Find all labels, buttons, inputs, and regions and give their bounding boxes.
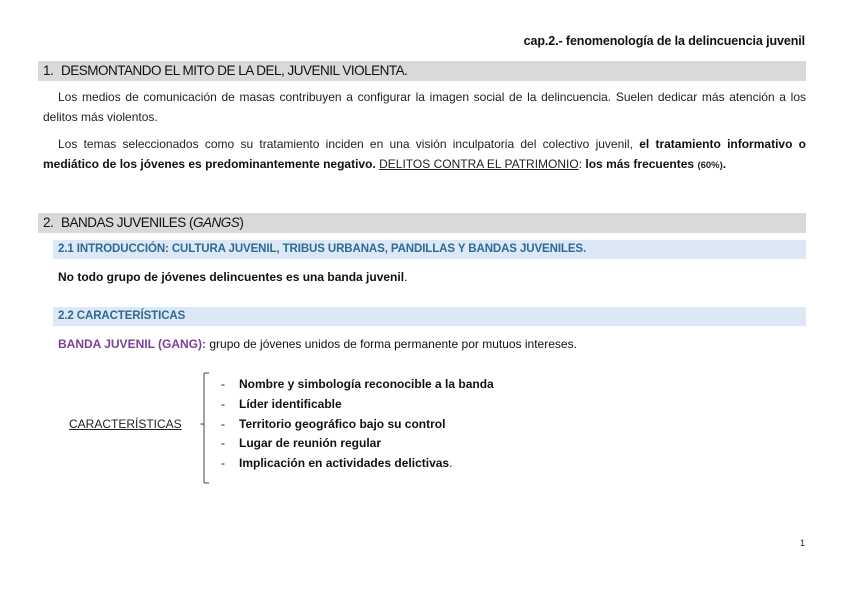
characteristic-item	[221, 375, 494, 395]
section-1-title: DESMONTANDO EL MITO DE LA DEL, JUVENIL VIOLENTA.	[61, 63, 408, 78]
paragraph-2-period: .	[722, 156, 727, 171]
characteristic-text: Nombre y simbología reconocible a la banda	[239, 377, 494, 391]
running-header: cap.2.- fenomenología de la delincuencia juvenil	[523, 34, 805, 48]
paragraph-2-bold: el tratamiento informativo o mediático de los jóvenes es predominantemente negativo.	[43, 137, 806, 171]
subsection-2-1-text	[58, 270, 407, 284]
characteristic-text: Territorio geográfico bajo su control	[239, 416, 446, 431]
page-number: 1	[799, 538, 805, 548]
section-1-heading	[38, 61, 806, 81]
characteristic-text: Lugar de reunión regular	[239, 436, 382, 451]
paragraph-2-bold-end: los más frecuentes	[585, 156, 695, 171]
section-2-heading	[38, 213, 806, 233]
section-2-title-suffix: )	[239, 215, 244, 230]
section-2-title-prefix: BANDAS JUVENILES (	[61, 215, 194, 230]
section-2-number: 2.	[43, 215, 54, 230]
definition-line	[58, 337, 577, 351]
bullet-dash: -	[221, 456, 225, 471]
bullet-dash: -	[221, 377, 225, 391]
characteristics-list	[221, 375, 494, 474]
paragraph-2-underlined: DELITOS CONTRA EL PATRIMONIO	[379, 156, 579, 171]
left-bracket-icon	[198, 372, 212, 484]
characteristic-text: Líder identificable	[239, 396, 342, 411]
characteristic-item	[221, 395, 494, 415]
last-item-period: .	[449, 456, 453, 471]
subsection-2-2-heading: 2.2 CARACTERÍSTICAS	[53, 307, 806, 326]
subsection-2-1-bold-text: No todo grupo de jóvenes delincuentes es una banda juvenil	[58, 270, 405, 284]
paragraph-2-percentage: (60%)	[697, 159, 723, 171]
characteristic-item	[221, 415, 494, 435]
characteristics-connector: -	[200, 416, 204, 430]
paragraph-2-plain: Los temas seleccionados como su tratamiento inciden en una visión inculpatoria del colectivo juvenil,	[58, 137, 640, 151]
definition-text: grupo de jóvenes unidos de forma permanente por mutuos intereses.	[206, 337, 577, 351]
characteristic-item	[221, 434, 494, 454]
section-1-paragraph-2	[43, 135, 806, 175]
characteristic-text: Implicación en actividades delictivas	[239, 456, 450, 471]
characteristic-item	[221, 454, 494, 474]
characteristics-label: CARACTERÍSTICAS	[69, 417, 182, 431]
section-2-title-italic: GANGS	[193, 215, 240, 230]
subsection-2-1-period: .	[404, 270, 408, 284]
section-1-paragraph-1	[43, 88, 806, 127]
definition-term: BANDA JUVENIL (GANG):	[58, 337, 207, 351]
bullet-dash: -	[221, 396, 225, 411]
paragraph-2-colon: :	[578, 156, 583, 171]
section-1-number: 1.	[43, 63, 54, 78]
bullet-dash: -	[221, 436, 225, 451]
subsection-2-1-heading: 2.1 INTRODUCCIÓN: CULTURA JUVENIL, TRIBUS URBANAS, PANDILLAS Y BANDAS JUVENILES.	[53, 240, 806, 259]
paragraph-1-text: Los medios de comunicación de masas contribuyen a configurar la imagen social de la delincuencia. Suelen dedicar más atención a los delitos más violentos.	[43, 90, 806, 124]
bullet-dash: -	[221, 416, 225, 431]
